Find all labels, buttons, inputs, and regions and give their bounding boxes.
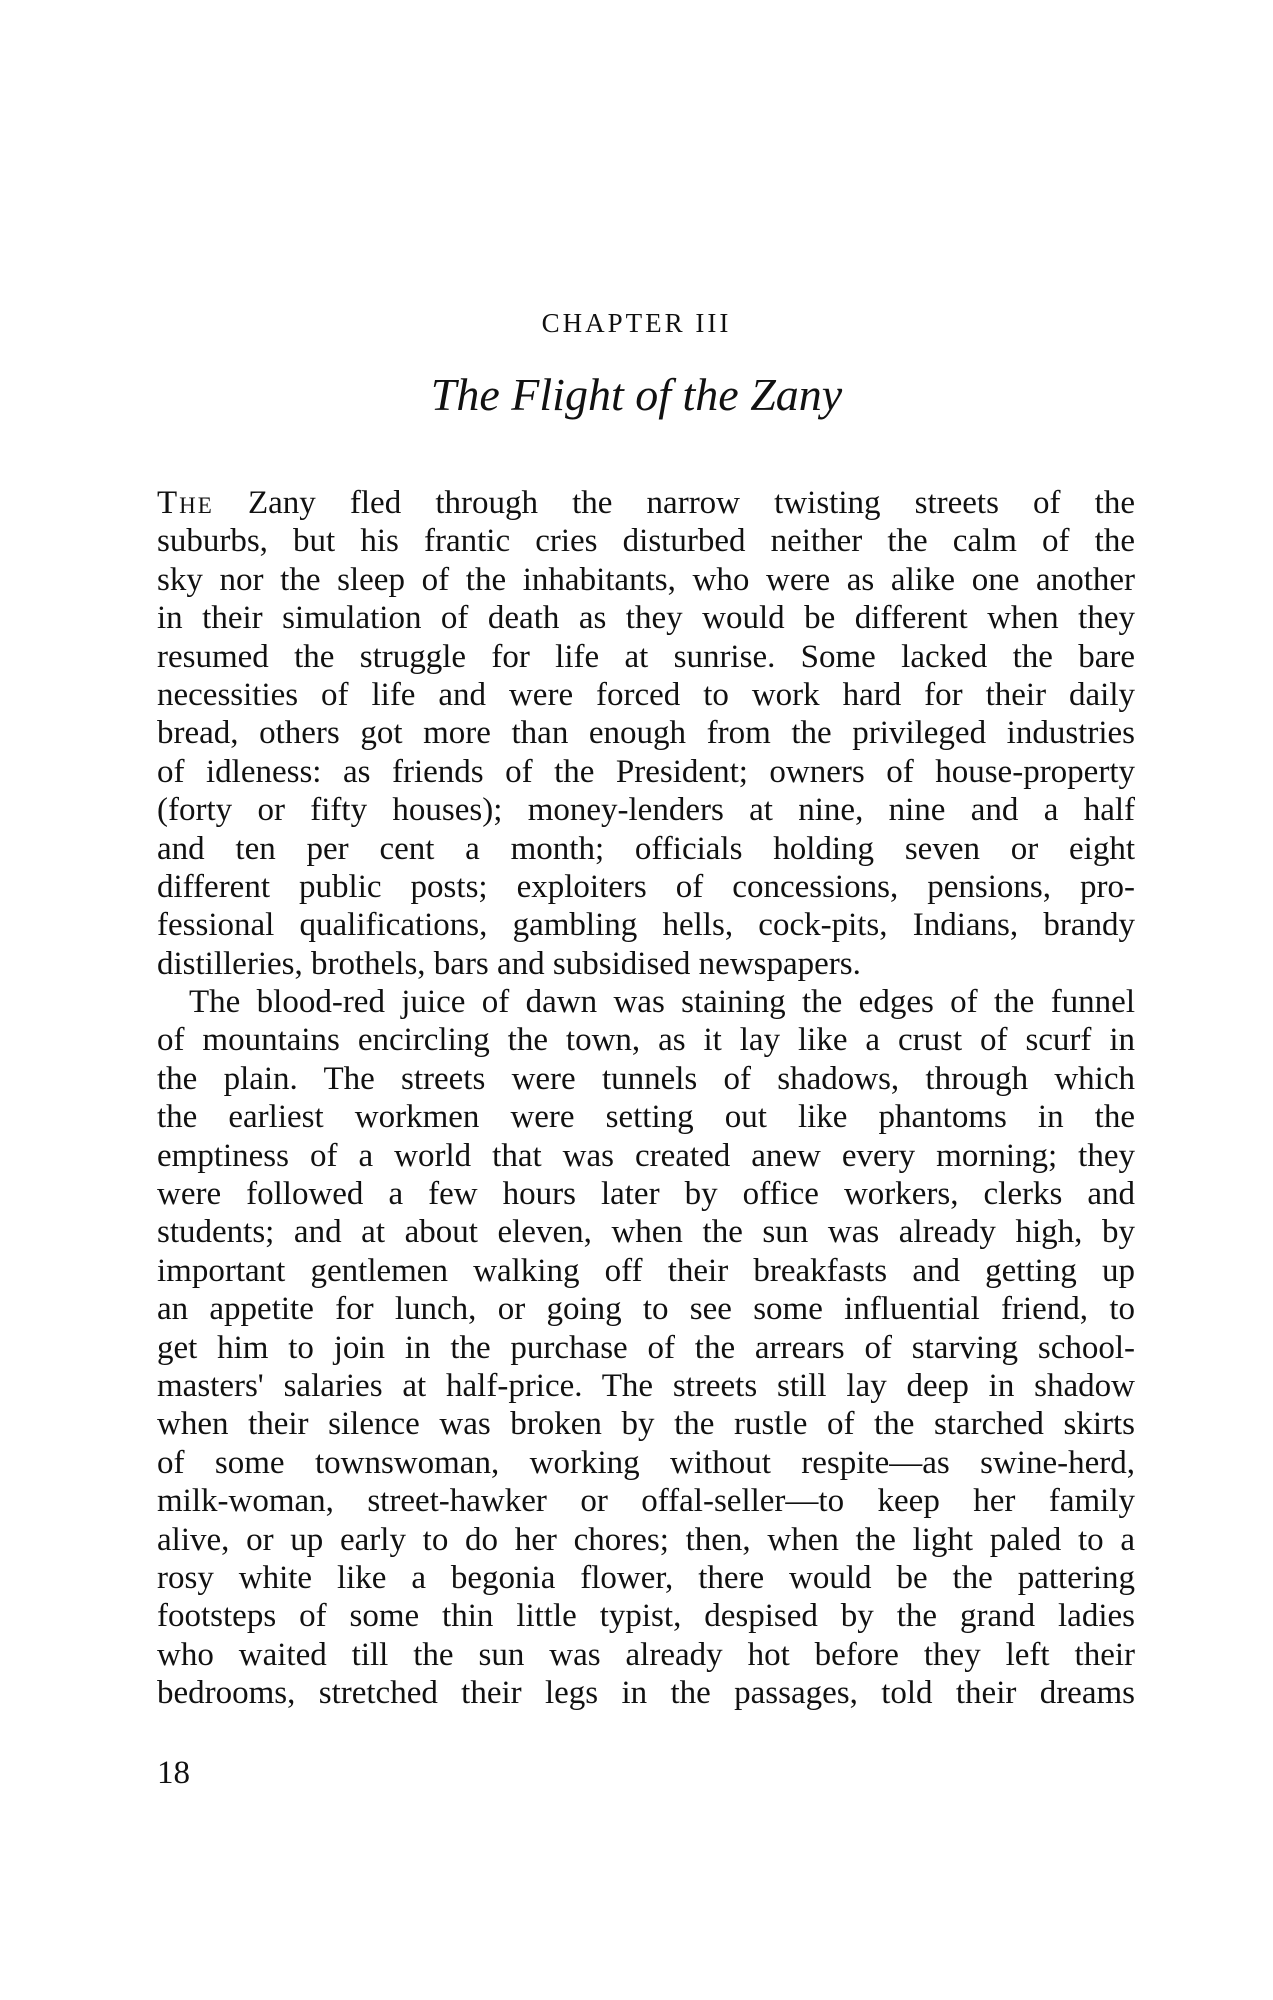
text-line: bedrooms, stretched their legs in the passages, told their dreams bbox=[157, 1675, 1135, 1712]
text-line: masters' salaries at half-price. The streets still lay deep in shadow bbox=[157, 1367, 1135, 1404]
text-line: milk-woman, street-hawker or offal-seller—to keep her family bbox=[157, 1483, 1135, 1520]
text-line: fessional qualifications, gambling hells, cock-pits, Indians, brandy bbox=[157, 907, 1135, 944]
opening-word: The bbox=[157, 485, 214, 521]
text-line-1 bbox=[157, 484, 1135, 522]
text-line: necessities of life and were forced to work hard for their daily bbox=[157, 676, 1135, 713]
text-line: (forty or fifty houses); money-lenders at nine, nine and a half bbox=[157, 792, 1135, 829]
chapter-number: CHAPTER III bbox=[541, 308, 732, 338]
paragraph-start-line: The blood-red juice of dawn was staining the edges of the funnel bbox=[189, 984, 1135, 1021]
text-line: rosy white like a begonia flower, there would be the pattering bbox=[157, 1559, 1135, 1596]
paragraph-end-line: distilleries, brothels, bars and subsidised newspapers. bbox=[157, 945, 861, 982]
text-line: suburbs, but his frantic cries disturbed neither the calm of the bbox=[157, 523, 1135, 560]
text-line: emptiness of a world that was created anew every morning; they bbox=[157, 1137, 1135, 1174]
text-line: alive, or up early to do her chores; then, when the light paled to a bbox=[157, 1521, 1135, 1558]
text-line: of mountains encircling the town, as it lay like a crust of scurf in bbox=[157, 1022, 1135, 1059]
text-line: an appetite for lunch, or going to see some influential friend, to bbox=[157, 1291, 1135, 1328]
text-line: sky nor the sleep of the inhabitants, who were as alike one another bbox=[157, 561, 1135, 598]
text-line: get him to join in the purchase of the arrears of starving school- bbox=[157, 1329, 1135, 1366]
text-line: important gentlemen walking off their breakfasts and getting up bbox=[157, 1252, 1135, 1289]
text-line: in their simulation of death as they would be different when they bbox=[157, 600, 1135, 637]
text-line: footsteps of some thin little typist, despised by the grand ladies bbox=[157, 1598, 1135, 1635]
text-line: when their silence was broken by the rustle of the starched skirts bbox=[157, 1406, 1135, 1443]
body-text bbox=[157, 484, 1135, 1713]
text-line: different public posts; exploiters of concessions, pensions, pro- bbox=[157, 868, 1135, 905]
chapter-title: The Flight of the Zany bbox=[430, 369, 843, 420]
text-line: bread, others got more than enough from the privileged industries bbox=[157, 715, 1135, 752]
text-line: resumed the struggle for life at sunrise. Some lacked the bare bbox=[157, 638, 1135, 675]
text-line: the earliest workmen were setting out like phantoms in the bbox=[157, 1099, 1135, 1136]
text-line: who waited till the sun was already hot before they left their bbox=[157, 1636, 1135, 1673]
text-line: and ten per cent a month; officials holding seven or eight bbox=[157, 830, 1135, 867]
opening-line-rest: Zany fled through the narrow twisting streets of the bbox=[213, 485, 1135, 521]
text-line: were followed a few hours later by office workers, clerks and bbox=[157, 1176, 1135, 1213]
text-line: of some townswoman, working without respite—as swine-herd, bbox=[157, 1444, 1135, 1481]
text-line: the plain. The streets were tunnels of shadows, through which bbox=[157, 1060, 1135, 1097]
text-line: of idleness: as friends of the President; owners of house-property bbox=[157, 753, 1135, 790]
page-number: 18 bbox=[157, 1755, 190, 1791]
text-line: students; and at about eleven, when the sun was already high, by bbox=[157, 1214, 1135, 1251]
